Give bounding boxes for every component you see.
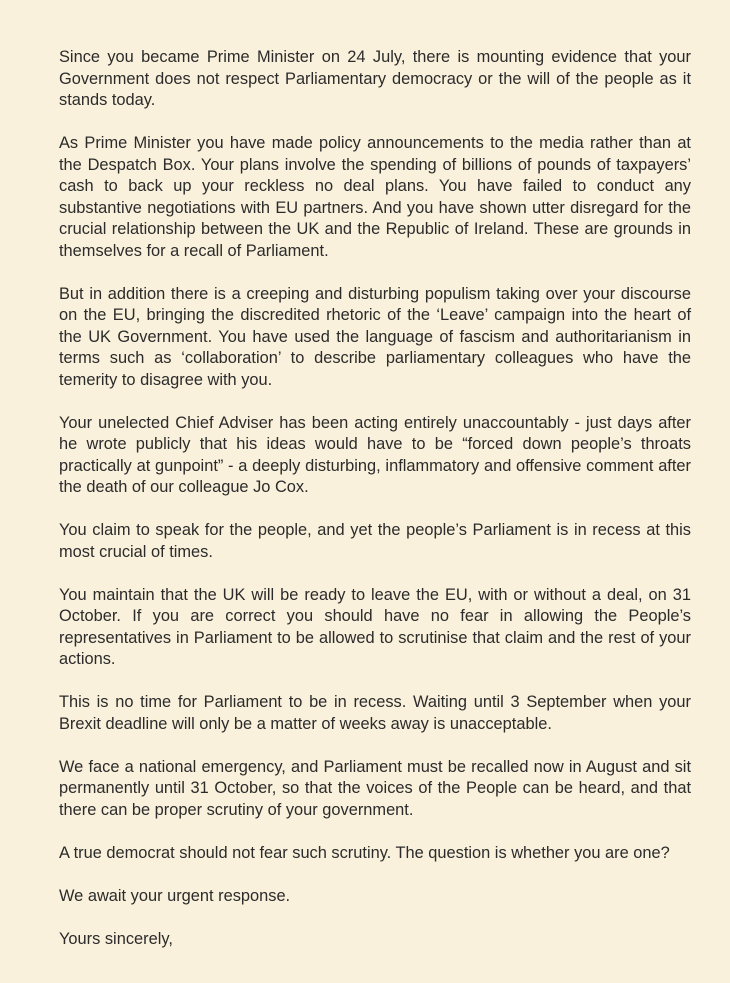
paragraph-3: But in addition there is a creeping and disturbing populism taking over your discourse on the EU, bringing the discredited rhetoric of the ‘Leave’ campaign into the heart of the UK Government. You have used the language of fascism and authoritarianism in terms such as ‘collaboration’ to describe parliamentary colleagues who have the temerity to disagree with you. xyxy=(59,284,691,389)
paragraph-1: Since you became Prime Minister on 24 July, there is mounting evidence that your Government does not respect Parliamentary democracy or the will of the people as it stands today. xyxy=(59,48,691,109)
paragraph-7: This is no time for Parliament to be in recess. Waiting until 3 September when your Brexit deadline will only be a matter of weeks away is unacceptable. xyxy=(59,693,691,733)
paragraph-5: You claim to speak for the people, and yet the people’s Parliament is in recess at this most crucial of times. xyxy=(59,521,691,561)
paragraph-10: We await your urgent response. xyxy=(59,886,291,905)
paragraph-8: We face a national emergency, and Parliament must be recalled now in August and sit permanently until 31 October, so that the voices of the People can be heard, and that there can be proper scrutiny of your government. xyxy=(59,757,691,819)
paragraph-4: Your unelected Chief Adviser has been acting entirely unaccountably - just days after he wrote publicly that his ideas would have to be “forced down people’s throats practically at gunpoint” - a deeply disturbing, inflammatory and offensive comment after the death of our colleague Jo Cox. xyxy=(59,413,691,496)
paragraph-9: A true democrat should not fear such scrutiny. The question is whether you are one? xyxy=(59,843,670,862)
paragraph-2: As Prime Minister you have made policy announcements to the media rather than at the Despatch Box. Your plans involve the spending of billions of pounds of taxpayers’ cash to back up your reckless no deal plans. You have failed to conduct any substantive negotiations with EU partners. And you have shown utter disregard for the crucial relationship between the UK and the Republic of Ireland. These are grounds in themselves for a recall of Parliament. xyxy=(59,134,691,260)
letter-closing: Yours sincerely, xyxy=(59,929,173,948)
paragraph-6: You maintain that the UK will be ready to leave the EU, with or without a deal, on 31 October. If you are correct you should have no fear in allowing the People’s representatives in Parliament to be allowed to scrutinise that claim and the rest of your actions. xyxy=(59,585,691,668)
letter-body xyxy=(59,47,691,950)
